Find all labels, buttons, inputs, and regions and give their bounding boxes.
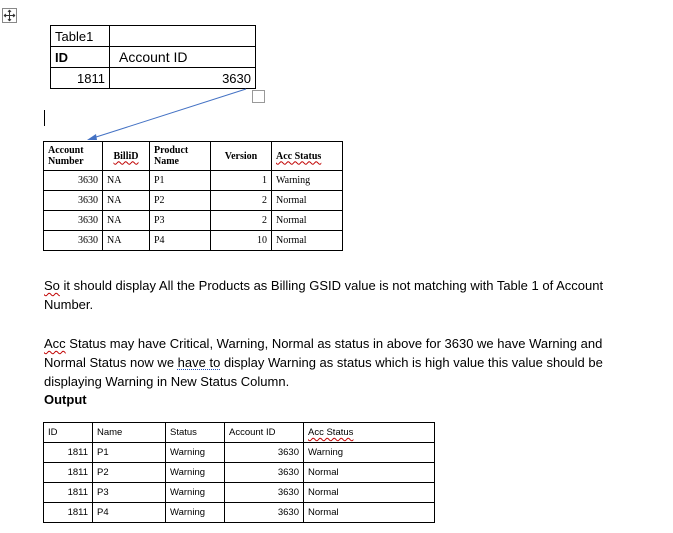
table-cell: P3 (150, 211, 211, 231)
output-header-status: Status (166, 423, 225, 443)
table-cell: P4 (93, 503, 166, 523)
table-cell: 3630 (225, 443, 304, 463)
table-cell: 3630 (44, 191, 103, 211)
table-cell: Normal (272, 211, 343, 231)
table-cell: Warning (272, 171, 343, 191)
table-cell: Warning (166, 483, 225, 503)
table-cell: 3630 (225, 463, 304, 483)
table-cell: Normal (304, 463, 435, 483)
paragraph-explanation: So it should display All the Products as Billing GSID value is not matching with Table 1 of Account Number. (44, 278, 604, 312)
table-cell: 1811 (44, 463, 93, 483)
output-header-acc-status: Acc Status (304, 423, 435, 443)
table1-title: Table1 (51, 26, 110, 47)
table-cell: P1 (150, 171, 211, 191)
table-row (44, 171, 343, 191)
table2 (43, 141, 343, 251)
table-cell: P2 (93, 463, 166, 483)
table-row (44, 211, 343, 231)
table-header-row (44, 142, 343, 171)
table-row (44, 443, 435, 463)
table-row (44, 483, 435, 503)
table-cell: NA (103, 171, 150, 191)
table-cell: Warning (166, 463, 225, 483)
table-cell: NA (103, 191, 150, 211)
table-cell: Warning (304, 443, 435, 463)
table-cell: NA (103, 231, 150, 251)
table-row (44, 503, 435, 523)
table-cell: 3630 (44, 171, 103, 191)
output-header-id: ID (44, 423, 93, 443)
table-row (44, 463, 435, 483)
table-cell: 3630 (225, 483, 304, 503)
table1-header-account-id: Account ID (110, 47, 256, 68)
table2-header-version: Version (211, 142, 272, 171)
table-cell: 1811 (44, 483, 93, 503)
table-cell: Normal (304, 503, 435, 523)
output-header-account-id: Account ID (225, 423, 304, 443)
table-cell: 10 (211, 231, 272, 251)
table-cell: 3630 (44, 211, 103, 231)
table-cell: 3630 (225, 503, 304, 523)
table-cell: Normal (272, 231, 343, 251)
table-cell: P1 (93, 443, 166, 463)
output-heading: Output (44, 392, 87, 407)
output-header-name: Name (93, 423, 166, 443)
table-cell: 2 (211, 191, 272, 211)
table-cell: 3630 (44, 231, 103, 251)
table-cell: P2 (150, 191, 211, 211)
table-header-row (44, 423, 435, 443)
table-cell: Normal (304, 483, 435, 503)
table-cell: P4 (150, 231, 211, 251)
table2-header-billid: BilliD (103, 142, 150, 171)
output-table (43, 422, 435, 523)
table-cell: P3 (93, 483, 166, 503)
table-cell: Warning (166, 503, 225, 523)
table1-id-value: 1811 (51, 68, 110, 89)
table-cell: 1 (211, 171, 272, 191)
table-cell: NA (103, 211, 150, 231)
table2-header-product-name: Product Name (150, 142, 211, 171)
table-row (44, 231, 343, 251)
table2-header-acc-status: Acc Status (272, 142, 343, 171)
table-cell: 1811 (44, 503, 93, 523)
table-row (44, 191, 343, 211)
table-cell: 2 (211, 211, 272, 231)
table-cell: Normal (272, 191, 343, 211)
paragraph-acc-status: Acc Status may have Critical, Warning, Normal as status in above for 3630 we have Warning and Normal Status now we have to display Warning as status which is high value this value should be displaying Warning in New Status Column. (44, 336, 603, 389)
table2-header-account-number: Account Number (44, 142, 103, 171)
table-cell: Warning (166, 443, 225, 463)
table1-header-id: ID (51, 47, 110, 68)
table-cell: 1811 (44, 443, 93, 463)
table1-account-id-value: 3630 (110, 68, 256, 89)
